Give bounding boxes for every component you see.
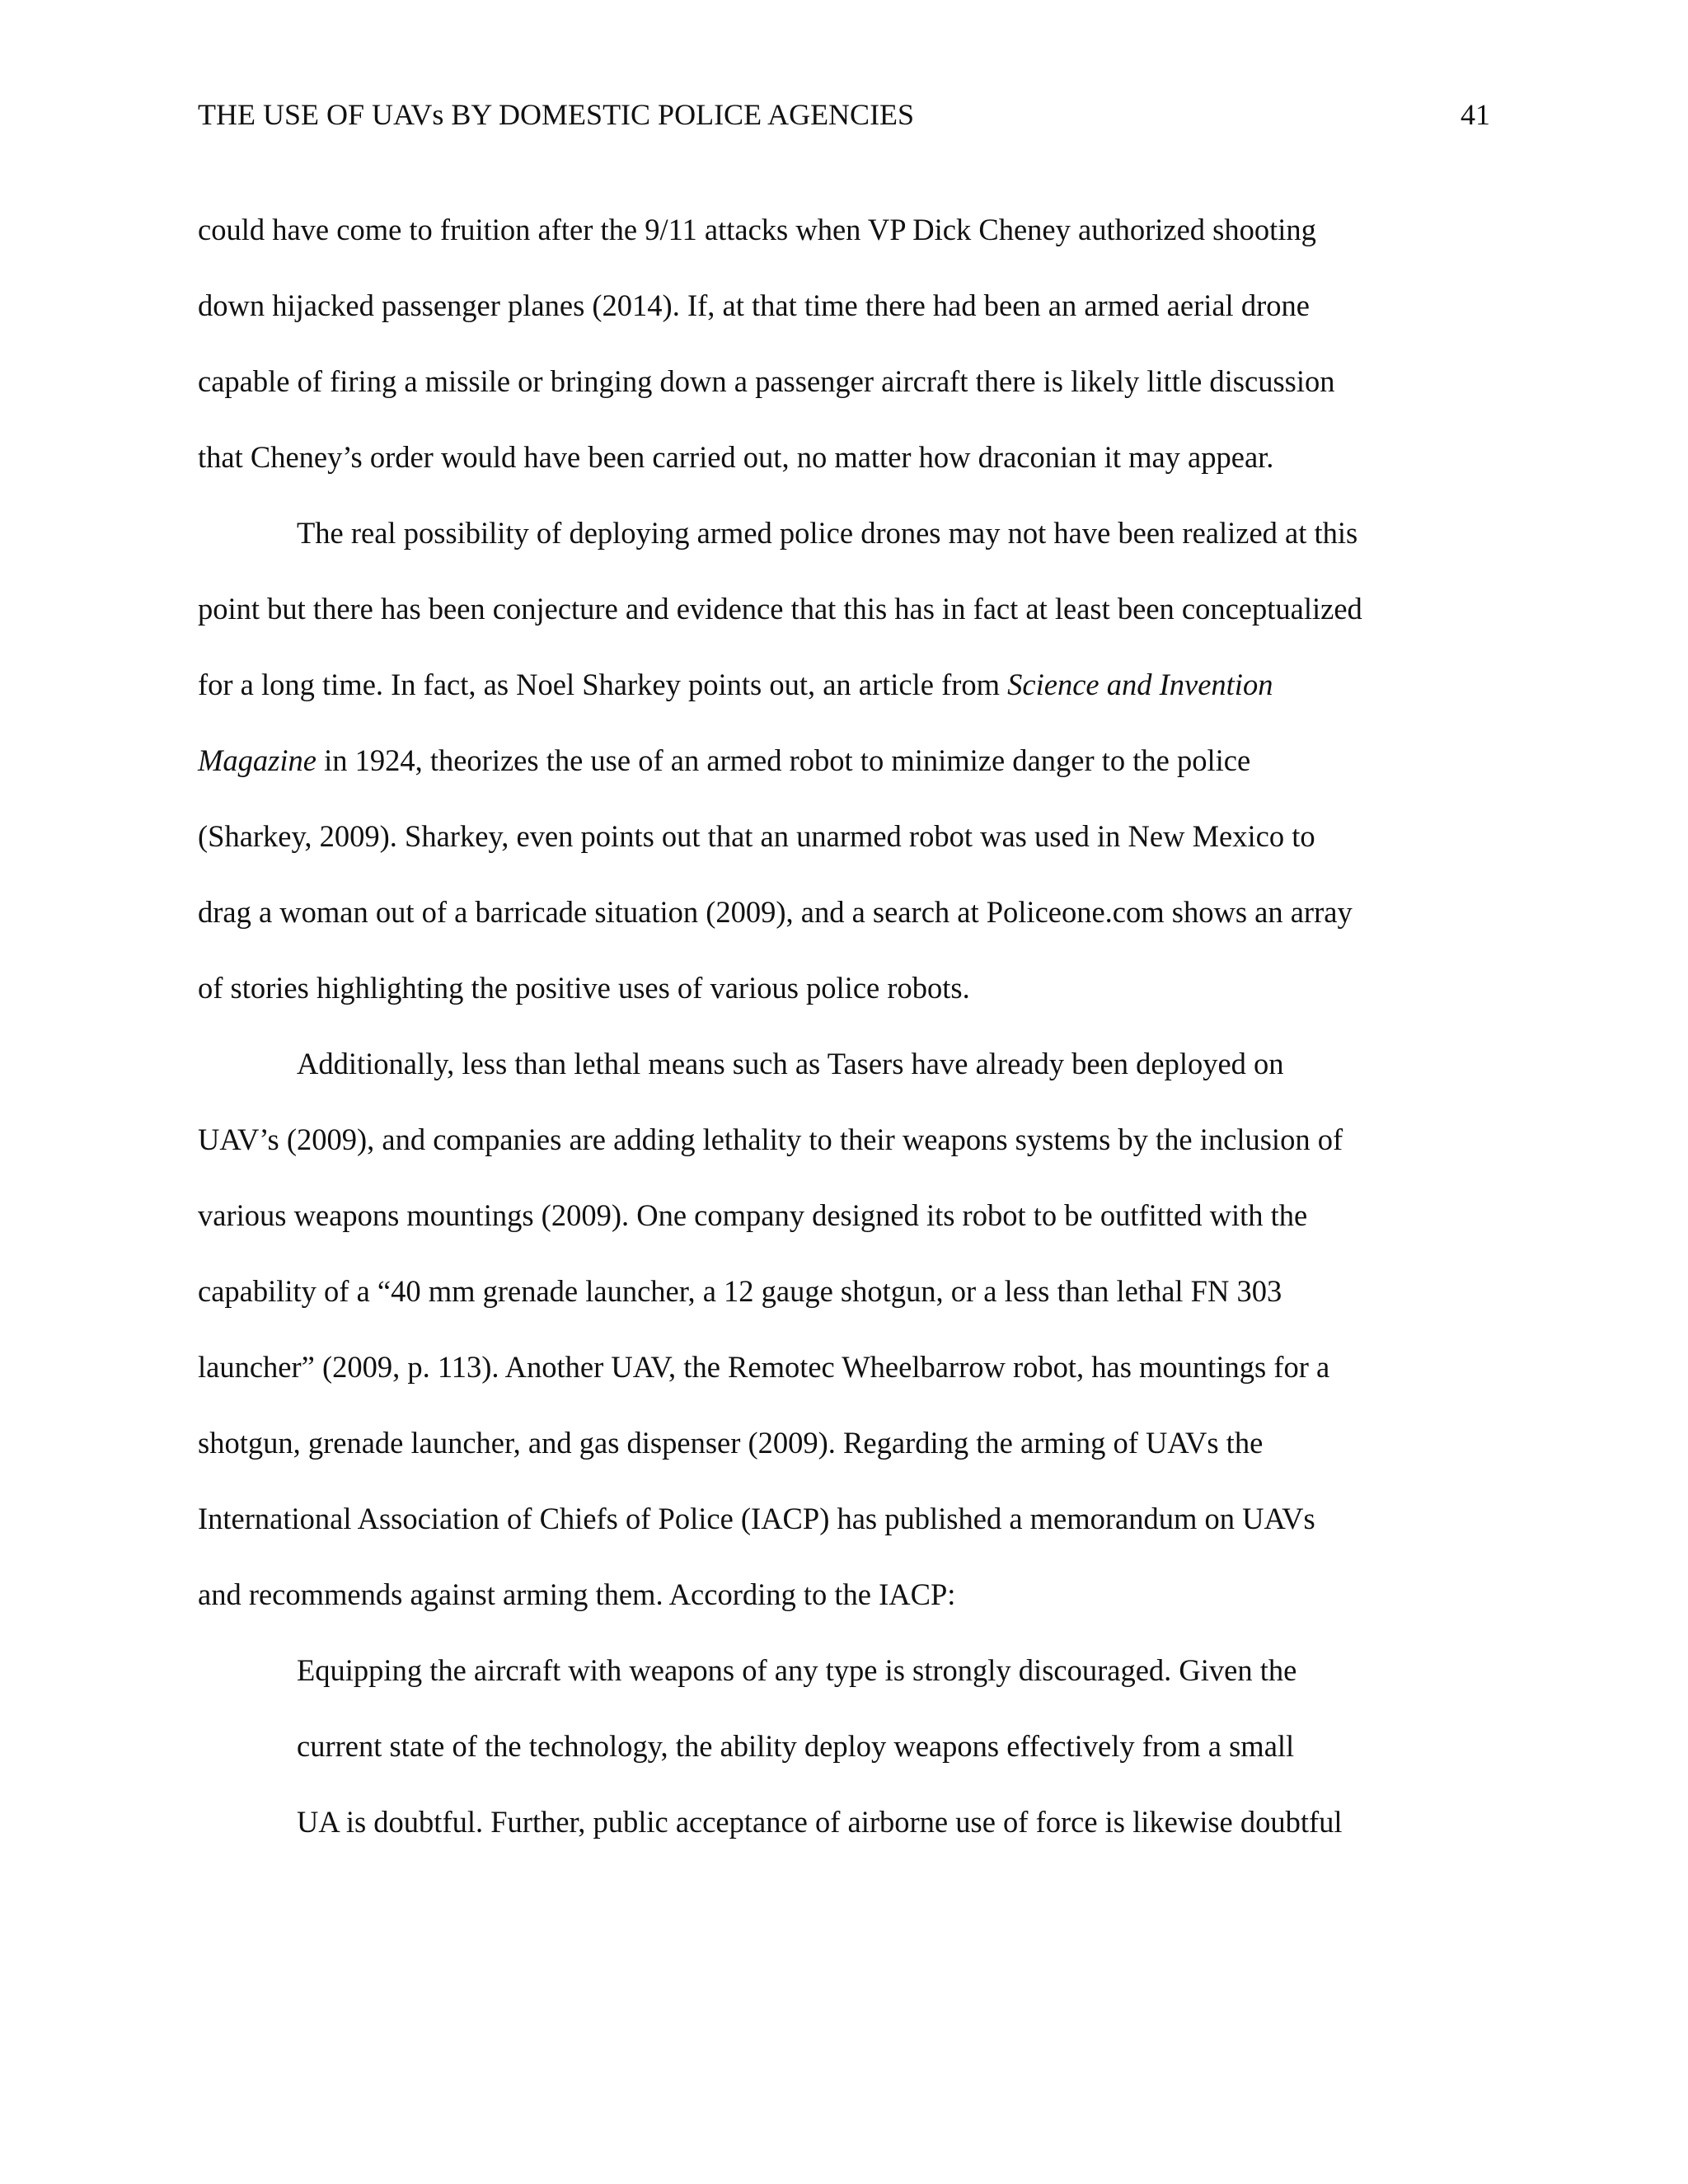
text-line: capable of firing a missile or bringing down a passenger aircraft there is likely little discussion: [198, 364, 1335, 398]
text-line: could have come to fruition after the 9/11 attacks when VP Dick Cheney authorized shooting: [198, 213, 1316, 246]
page-number: 41: [1461, 98, 1490, 131]
text-line: International Association of Chiefs of Police (IACP) has published a memorandum on UAVs: [198, 1502, 1315, 1535]
italic-title-run: Magazine: [198, 743, 316, 777]
text-line: of stories highlighting the positive uses of various police robots.: [198, 971, 970, 1005]
text-line: [198, 723, 1492, 799]
quote-line: UA is doubtful. Further, public acceptance of airborne use of force is likewise doubtful: [297, 1805, 1343, 1839]
text-line: launcher” (2009, p. 113). Another UAV, the Remotec Wheelbarrow robot, has mountings for a: [198, 1350, 1330, 1384]
text-line: (Sharkey, 2009). Sharkey, even points out that an unarmed robot was used in New Mexico to: [198, 819, 1315, 853]
text-line: Additionally, less than lethal means such as Tasers have already been deployed on: [297, 1047, 1284, 1080]
text-line: shotgun, grenade launcher, and gas dispenser (2009). Regarding the arming of UAVs the: [198, 1426, 1264, 1460]
text-line: down hijacked passenger planes (2014). If, at that time there had been an armed aerial drone: [198, 288, 1310, 322]
quote-line: Equipping the aircraft with weapons of any type is strongly discouraged. Given the: [297, 1653, 1297, 1687]
text-run: for a long time. In fact, as Noel Sharkey points out, an article from: [198, 668, 1008, 701]
running-head-title: THE USE OF UAVs BY DOMESTIC POLICE AGENCIES: [198, 98, 915, 131]
text-line: The real possibility of deploying armed police drones may not have been realized at this: [297, 516, 1358, 550]
text-line: drag a woman out of a barricade situation (2009), and a search at Policeone.com shows an array: [198, 895, 1353, 929]
block-quote: [198, 1633, 1492, 1860]
text-line: various weapons mountings (2009). One company designed its robot to be outfitted with the: [198, 1198, 1308, 1232]
text-line: that Cheney’s order would have been carried out, no matter how draconian it may appear.: [198, 440, 1274, 474]
text-run: in 1924, theorizes the use of an armed robot to minimize danger to the police: [316, 743, 1251, 777]
italic-title-run: Science and Invention: [1007, 668, 1273, 701]
text-line: capability of a “40 mm grenade launcher, a 12 gauge shotgun, or a less than lethal FN 303: [198, 1274, 1282, 1308]
running-head: [198, 97, 1490, 138]
quote-line: current state of the technology, the ability deploy weapons effectively from a small: [297, 1729, 1295, 1763]
text-line: and recommends against arming them. According to the IACP:: [198, 1577, 956, 1611]
text-line: point but there has been conjecture and evidence that this has in fact at least been conceptualized: [198, 592, 1362, 626]
text-line: [198, 647, 1492, 723]
text-line: UAV’s (2009), and companies are adding lethality to their weapons systems by the inclusion of: [198, 1122, 1343, 1156]
body-text: [198, 192, 1492, 1860]
